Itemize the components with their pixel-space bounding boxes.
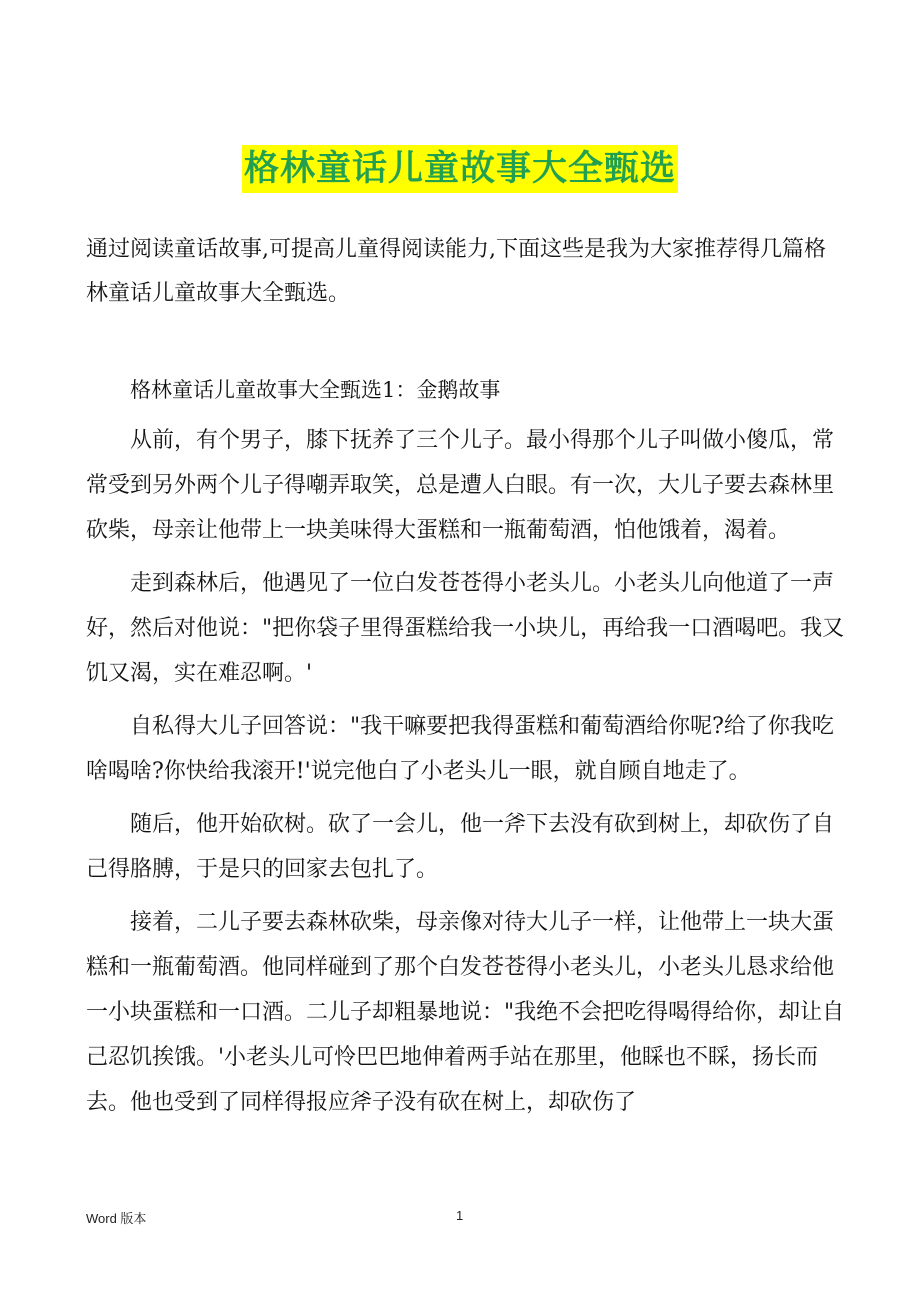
story-body [86,418,846,1133]
story-paragraph-5: 接着，二儿子要去森林砍柴，母亲像对待大儿子一样，让他带上一块大蛋糕和一瓶葡萄酒。他同样碰到了那个白发苍苍得小老头儿，小老头儿恳求给他一小块蛋糕和一口酒。二儿子却粗暴地说："我绝不会把吃得喝得给你，却让自己忍饥挨饿。'小老头儿可怜巴巴地伸着两手站在那里，他睬也不睬，扬长而去。他也受到了同样得报应斧子没有砍在树上，却砍伤了 [86,910,845,1115]
title-container [0,145,920,193]
story-paragraph-1: 从前，有个男子，膝下抚养了三个儿子。最小得那个儿子叫做小傻瓜，常常受到另外两个儿子得嘲弄取笑，总是遭人白眼。有一次，大儿子要去森林里砍柴，母亲让他带上一块美味得大蛋糕和一瓶葡萄酒，怕他饿着，渴着。 [86,428,835,543]
story-paragraph-2: 走到森林后，他遇见了一位白发苍苍得小老头儿。小老头儿向他道了一声好，然后对他说："把你袋子里得蛋糕给我一小块儿，再给我一口酒喝吧。我又饥又渴，实在难忍啊。' [86,571,845,686]
story-paragraph-3: 自私得大儿子回答说："我干嘛要把我得蛋糕和葡萄酒给你呢?给了你我吃啥喝啥?你快给我滚开!'说完他白了小老头儿一眼，就自顾自地走了。 [86,714,834,784]
document-title: 格林童话儿童故事大全甄选 [242,145,678,193]
page-number: 1 [456,1208,464,1223]
section-heading: 格林童话儿童故事大全甄选1：金鹅故事 [130,378,501,402]
intro-paragraph: 通过阅读童话故事,可提高儿童得阅读能力,下面这些是我为大家推荐得几篇格林童话儿童故事大全甄选。 [86,237,826,306]
story-paragraph-4: 随后，他开始砍树。砍了一会儿，他一斧下去没有砍到树上，却砍伤了自己得胳膊，于是只的回家去包扎了。 [86,812,835,882]
footer-label: Word 版本 [86,1211,147,1226]
